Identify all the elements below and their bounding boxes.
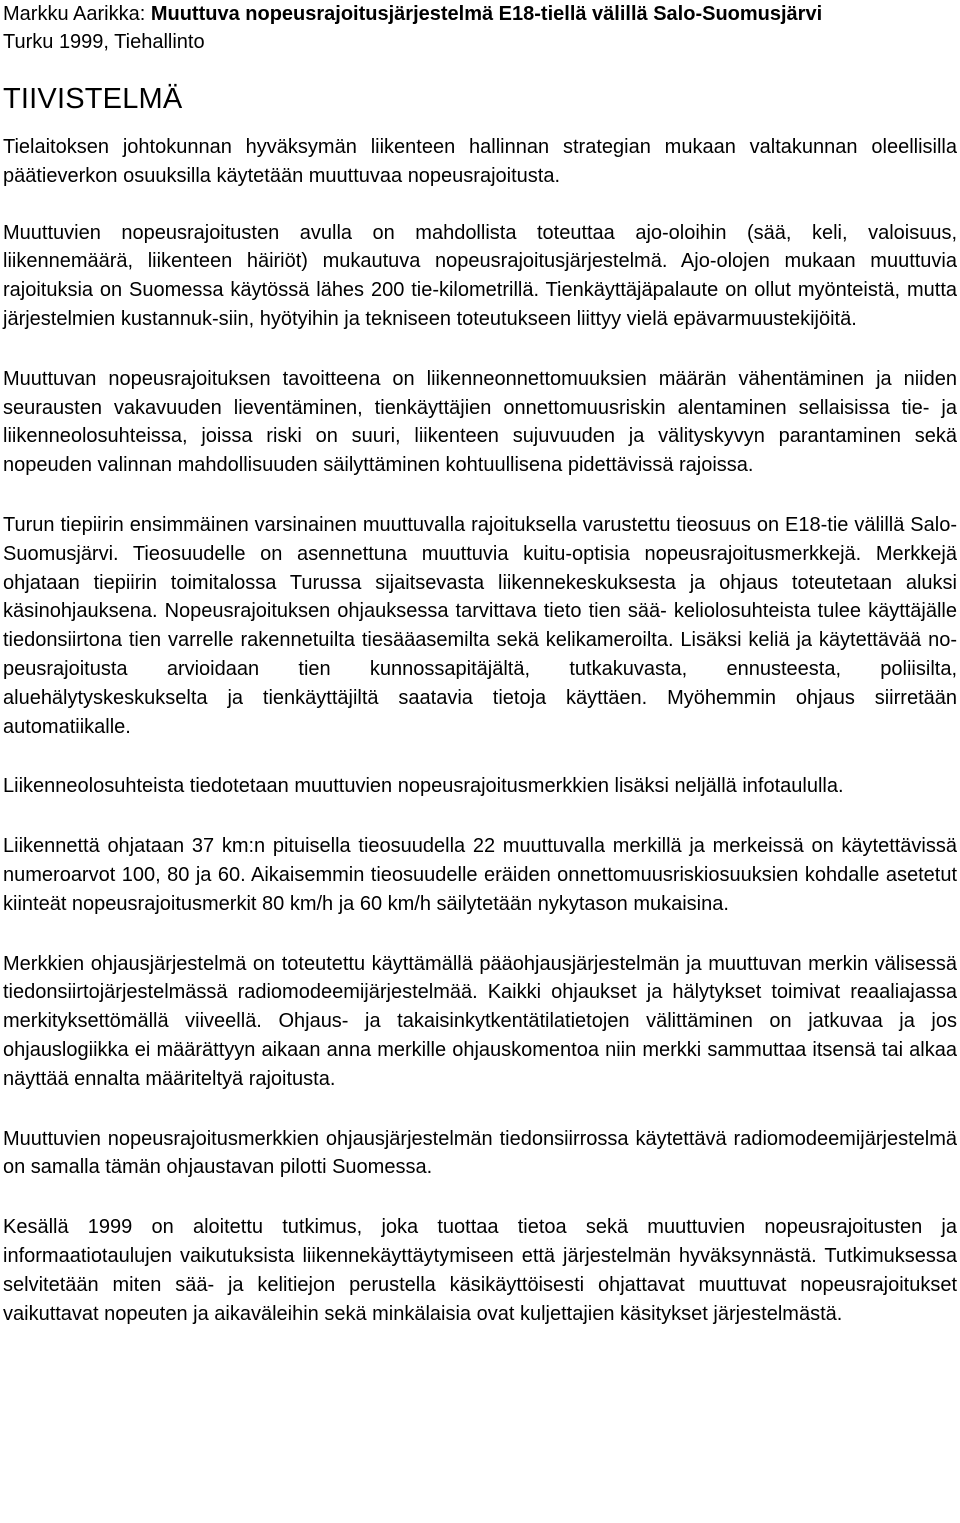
- paragraph-9: Kesällä 1999 on aloitettu tutkimus, joka tuottaa tietoa sekä muuttuvien nopeusrajoitusten ja informaatiotaulujen vaikutuksista liikennekäyttäytymiseen että järjestelmän hyväksynnästä. Tutkimuksessa selvitetään miten sää- ja kelitiejon perustella käsikäyttöisesti ohjattavat muuttuvat nopeusrajoitukset vaikuttavat nopeuten ja aikaväleihin sekä minkälaisia ovat kuljettajien käsitykset järjestelmästä.: [3, 1216, 957, 1325]
- author-name: Markku Aarikka:: [3, 3, 151, 25]
- document-page: [3, 0, 957, 1359]
- paragraph-5: Liikenneolosuhteista tiedotetaan muuttuvien nopeusrajoitusmerkkien lisäksi neljällä infotaululla.: [3, 775, 844, 798]
- document-title: Muuttuva nopeusrajoitusjärjestelmä E18-tiellä välillä Salo-Suomusjärvi: [150, 3, 823, 25]
- paragraph-1: Tielaitoksen johtokunnan hyväksymän liikenteen hallinnan strategian mukaan valtakunnan oleellisilla päätieverkon osuuksilla käytetään muuttuvaa nopeusrajoitusta.: [3, 136, 957, 187]
- document-header: [3, 0, 957, 28]
- paragraph-7: Merkkien ohjausjärjestelmä on toteutettu käyttämällä pääohjausjärjestelmän ja muuttuvan merkin välisessä tiedonsiirtojärjestelmässä radiomodeemijärjestelmää. Kaikki ohjaukset ja hälytykset toimivat reaaliajassa merkityksettömällä viiveellä. Ohjaus- ja takaisinkytkentätilatietojen välittäminen on jatkuvaa ja jos ohjauslogiikka ei määrättyyn aikaan anna merkille ohjauskomentoa niin merkki sammuttaa itsensä tai alkaa näyttää ennalta määriteltyä rajoitusta.: [3, 952, 957, 1090]
- paragraph-4: Turun tiepiirin ensimmäinen varsinainen muuttuvalla rajoituksella varustettu tieosuus on E18-tie välillä Salo-Suomusjärvi. Tieosuudelle on asennettuna muuttuvia kuitu-optisia nopeusrajoitusmerkkejä. Merkkejä ohjataan tiepiirin toimitalossa Turussa sijaitsevasta liikennekeskuksesta ja ohjaus toteutetaan aluksi käsinohjauksena. Nopeusrajoituksen ohjauksessa tarvittava tieto tien sää- keliolosuhteista tulee käyttäjälle tiedonsiirtona tien varrelle rakennetuilta tiesääasemilta sekä kelikameroilta. Lisäksi keliä ja käytettävää nopeusrajoitusta arvioidaan tien kunnossapitäjältä, tutkakuvasta, ennusteesta, poliisilta, aluehälytyskeskukselta ja tienkäyttäjiltä saatavia tietoja käyttäen. Myöhemmin ohjaus siirretään automatiikalle.: [3, 513, 957, 738]
- publisher-line: Turku 1999, Tiehallinto: [3, 31, 205, 53]
- paragraph-2: Muuttuvien nopeusrajoitusten avulla on mahdollista toteuttaa ajo-oloihin (sää, keli, valoisuus, liikennemäärä, liikenteen häiriöt) mukautuva nopeusrajoitusjärjestelmä. Ajo-olojen mukaan muuttuvia rajoituksia on Suomessa käytössä lähes 200 tie-kilometrillä. Tienkäyttäjäpalaute on ollut myönteistä, mutta järjestelmien kustannuk-siin, hyötyihin ja tekniseen toteutukseen liittyy vielä epävarmuustekijöitä.: [3, 221, 957, 330]
- section-heading: TIIVISTELMÄ: [3, 83, 183, 115]
- paragraph-3: Muuttuvan nopeusrajoituksen tavoitteena on liikenneonnettomuuksien määrän vähentäminen ja niiden seurausten vakavuuden lieventäminen, tienkäyttäjien onnettomuusriskin alentaminen sellaisissa tie- ja liikenneolosuhteissa, joissa riski on suuri, liikenteen sujuvuuden ja välityskyvyn parantaminen sekä nopeuden valinnan mahdollisuuden säilyttäminen kohtuullisena pidettävissä rajoissa.: [3, 367, 957, 477]
- paragraph-6: Liikennettä ohjataan 37 km:n pituisella tieosuudella 22 muuttuvalla merkillä ja merkeissä on käytettävissä numeroarvot 100, 80 ja 60. Aikaisemmin tieosuudelle eräiden onnettomuusriskiosuuksien kohdalle asetetut kiinteät nopeusrajoitusmerkit 80 km/h ja 60 km/h säilytetään nykytason mukaisina.: [3, 835, 957, 915]
- paragraph-8: Muuttuvien nopeusrajoitusmerkkien ohjausjärjestelmän tiedonsiirrossa käytettävä radiomodeemijärjestelmä on samalla tämän ohjaustavan pilotti Suomessa.: [3, 1127, 957, 1179]
